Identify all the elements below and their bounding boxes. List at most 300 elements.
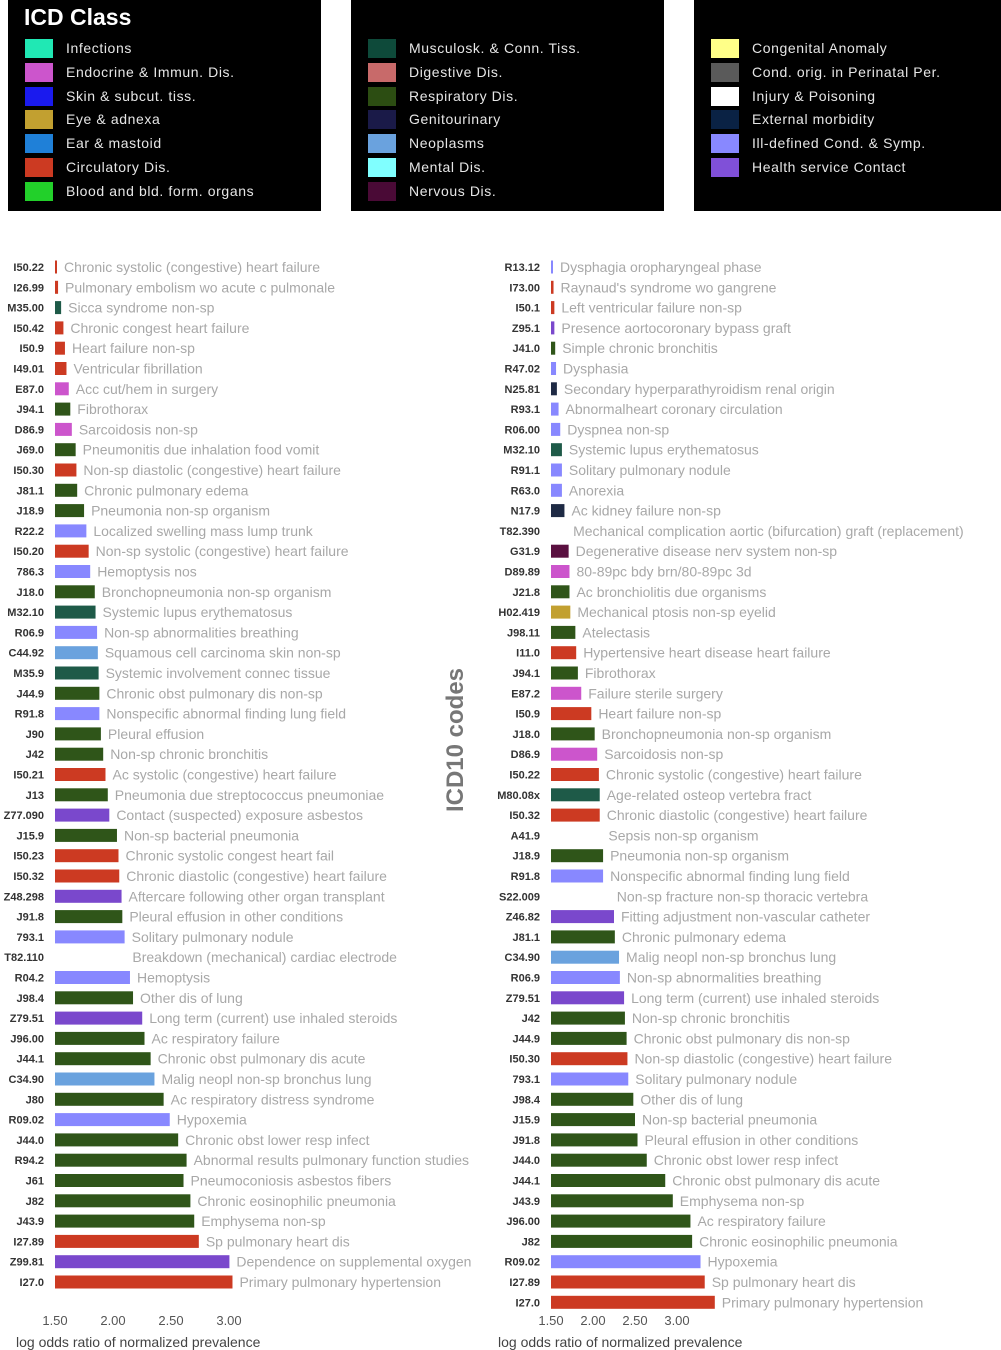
data-label: Pneumonia non-sp organism bbox=[91, 502, 271, 519]
tick-label: C34.90 bbox=[504, 952, 540, 965]
data-label: Dependence on supplemental oxygen bbox=[236, 1253, 472, 1270]
data-label: Long term (current) use inhaled steroids bbox=[631, 989, 880, 1006]
bar bbox=[551, 1296, 715, 1309]
tick-label: J44.0 bbox=[512, 1155, 540, 1168]
tick-label: J18.0 bbox=[16, 586, 44, 599]
bar bbox=[551, 809, 600, 822]
bar bbox=[55, 1133, 178, 1146]
bar bbox=[55, 504, 84, 517]
tick-label: J18.9 bbox=[16, 505, 44, 518]
data-label: Raynaud's syndrome wo gangrene bbox=[560, 279, 777, 296]
bar bbox=[551, 768, 599, 781]
bar bbox=[55, 829, 117, 842]
legend-label: Infections bbox=[66, 40, 132, 56]
data-label: Other dis of lung bbox=[140, 989, 243, 1006]
data-label: Aftercare following other organ transplant bbox=[128, 888, 385, 905]
data-label: Systemic lupus erythematosus bbox=[102, 604, 293, 621]
tick-label: J98.4 bbox=[512, 1094, 540, 1107]
data-label: Left ventricular failure non-sp bbox=[561, 299, 742, 316]
tick-label: M32.10 bbox=[503, 444, 540, 457]
bar bbox=[55, 342, 65, 355]
bar bbox=[551, 301, 554, 314]
x-tick-label: 2.00 bbox=[100, 1313, 126, 1328]
tick-label: R47.02 bbox=[504, 363, 540, 376]
bar bbox=[55, 545, 89, 558]
bar bbox=[55, 809, 109, 822]
tick-label: J94.1 bbox=[16, 404, 44, 417]
data-label: Chronic systolic (congestive) heart failure bbox=[64, 259, 320, 275]
data-label: Chronic obst pulmonary dis non-sp bbox=[633, 1030, 850, 1047]
bar bbox=[551, 1052, 627, 1065]
tick-label: R22.2 bbox=[14, 525, 44, 538]
tick-label: J81.1 bbox=[16, 485, 44, 498]
legend-label: Ill-defined Cond. & Symp. bbox=[752, 135, 926, 152]
tick-label: J82 bbox=[25, 1195, 44, 1208]
tick-label: M35.00 bbox=[7, 302, 44, 315]
bar bbox=[551, 443, 562, 456]
tick-label: J41.0 bbox=[512, 343, 540, 356]
tick-label: J94.1 bbox=[512, 668, 540, 680]
data-label: Fitting adjustment non-vascular catheter bbox=[621, 908, 871, 925]
tick-label: R93.1 bbox=[510, 404, 540, 417]
data-label: Acc cut/hem in surgery bbox=[75, 380, 219, 397]
y-axis-label: ICD10 codes bbox=[442, 667, 469, 813]
data-label: Ac kidney failure non-sp bbox=[571, 502, 721, 519]
tick-label: A41.9 bbox=[510, 830, 540, 843]
data-label: Ventricular fibrillation bbox=[73, 360, 203, 377]
data-label: Sp pulmonary heart dis bbox=[711, 1274, 856, 1290]
tick-label: J18.9 bbox=[512, 850, 540, 863]
tick-label: J43.9 bbox=[512, 1195, 540, 1208]
tick-label: J15.9 bbox=[16, 830, 44, 843]
tick-label: R06.9 bbox=[510, 972, 540, 985]
tick-label: Z77.090 bbox=[3, 810, 44, 823]
legend-label: Circulatory Dis. bbox=[66, 159, 171, 175]
data-label: Abnormalheart coronary circulation bbox=[565, 401, 783, 418]
bar bbox=[551, 890, 610, 903]
data-label: Pneumonia non-sp organism bbox=[610, 847, 790, 864]
data-label: Hypertensive heart disease heart failure bbox=[583, 644, 831, 661]
tick-label: I50.21 bbox=[13, 769, 44, 782]
bar bbox=[551, 1012, 625, 1025]
bar bbox=[551, 930, 615, 943]
bar bbox=[55, 768, 105, 781]
bar bbox=[551, 1194, 673, 1207]
data-label: Bronchopneumonia non-sp organism bbox=[101, 583, 332, 600]
tick-label: D86.9 bbox=[510, 749, 540, 762]
tick-label: R63.0 bbox=[510, 485, 540, 498]
tick-label: R09.02 bbox=[8, 1114, 44, 1127]
tick-label: I50.1 bbox=[515, 302, 540, 315]
data-label: Primary pulmonary hypertension bbox=[239, 1274, 442, 1290]
bar bbox=[551, 788, 600, 801]
data-label: Dysphasia bbox=[563, 360, 629, 377]
tick-label: I50.32 bbox=[509, 810, 540, 823]
data-label: Pleural effusion bbox=[107, 725, 205, 742]
data-label: Sicca syndrome non-sp bbox=[68, 299, 215, 316]
tick-label: J81.1 bbox=[512, 931, 540, 944]
bar bbox=[55, 1255, 229, 1268]
bar bbox=[551, 667, 578, 680]
x-axis-label: log odds ratio of normalized prevalence bbox=[16, 1334, 261, 1350]
data-label: Ac bronchiolitis due organisms bbox=[576, 583, 767, 600]
tick-label: T82.390 bbox=[499, 525, 540, 538]
bar bbox=[55, 1174, 184, 1187]
data-label: Pneumoconiosis asbestos fibers bbox=[190, 1172, 392, 1189]
bar bbox=[55, 362, 66, 375]
data-label: Pneumonitis due inhalation food vomit bbox=[82, 441, 320, 458]
bar bbox=[55, 930, 125, 943]
tick-label: J44.1 bbox=[16, 1053, 44, 1066]
data-label: Ac systolic (congestive) heart failure bbox=[112, 766, 337, 783]
tick-label: I50.9 bbox=[19, 343, 44, 356]
legend-label: Digestive Dis. bbox=[409, 63, 503, 80]
tick-label: N25.81 bbox=[504, 383, 540, 396]
bar bbox=[55, 1154, 187, 1167]
tick-label: I50.30 bbox=[13, 465, 44, 477]
bar bbox=[551, 1235, 692, 1248]
tick-label: Z79.51 bbox=[9, 1013, 44, 1026]
bar bbox=[551, 1133, 638, 1146]
data-label: Sepsis non-sp organism bbox=[608, 827, 759, 844]
bar bbox=[551, 423, 560, 436]
legend-label: Blood and bld. form. organs bbox=[66, 182, 255, 199]
bar bbox=[551, 1276, 705, 1289]
tick-label: Z48.298 bbox=[3, 891, 44, 904]
tick-label: J80 bbox=[25, 1094, 44, 1107]
legend-label: External morbidity bbox=[752, 111, 875, 128]
bar bbox=[551, 971, 620, 984]
tick-label: S22.009 bbox=[499, 891, 540, 904]
tick-label: J42 bbox=[25, 749, 44, 762]
tick-label: C44.92 bbox=[8, 647, 44, 660]
x-tick-label: 1.50 bbox=[42, 1313, 68, 1328]
bar bbox=[55, 870, 119, 883]
bar bbox=[55, 382, 69, 395]
data-label: Pneumonia due streptococcus pneumoniae bbox=[114, 786, 385, 803]
tick-label: I11.0 bbox=[516, 647, 540, 660]
bar bbox=[551, 748, 597, 761]
legend-label: Health service Contact bbox=[752, 159, 907, 175]
bar bbox=[551, 524, 566, 537]
bar bbox=[551, 261, 553, 274]
tick-label: J96.00 bbox=[10, 1033, 44, 1046]
tick-label: I50.9 bbox=[515, 708, 540, 721]
legend-label: Mental Dis. bbox=[409, 159, 486, 175]
bar bbox=[551, 870, 603, 883]
bar bbox=[55, 1276, 232, 1289]
tick-label: J98.4 bbox=[16, 992, 44, 1005]
tick-label: H02.419 bbox=[498, 607, 540, 620]
tick-label: J13 bbox=[25, 789, 44, 802]
bar bbox=[551, 1073, 628, 1086]
legend-title: ICD Class bbox=[24, 4, 132, 30]
legend-label: Ear & mastoid bbox=[66, 135, 162, 152]
data-label: Heart failure non-sp bbox=[598, 705, 722, 722]
tick-label: R91.1 bbox=[510, 465, 540, 477]
bar bbox=[551, 991, 624, 1004]
tick-label: J44.9 bbox=[512, 1033, 540, 1046]
tick-label: I27.0 bbox=[19, 1277, 44, 1289]
tick-label: M80.08x bbox=[497, 789, 540, 802]
bar bbox=[55, 1113, 170, 1126]
legend-label: Neoplasms bbox=[409, 135, 485, 152]
bar bbox=[55, 910, 122, 923]
tick-label: I50.42 bbox=[13, 322, 44, 335]
bar bbox=[55, 667, 99, 680]
data-label: Non-sp chronic bronchitis bbox=[631, 1010, 790, 1027]
tick-label: R06.9 bbox=[14, 627, 44, 640]
data-label: Fibrothorax bbox=[77, 401, 149, 418]
data-label: Contact (suspected) exposure asbestos bbox=[116, 807, 364, 824]
bar bbox=[55, 1012, 142, 1025]
data-label: Anorexia bbox=[568, 482, 625, 499]
bar bbox=[551, 342, 555, 355]
data-label: 80-89pc bdy brn/80-89pc 3d bbox=[576, 563, 752, 580]
data-label: Mechanical ptosis non-sp eyelid bbox=[577, 604, 776, 621]
bar bbox=[55, 1235, 199, 1248]
data-label: Dyspnea non-sp bbox=[567, 421, 670, 438]
bar bbox=[55, 890, 122, 903]
tick-label: J61 bbox=[25, 1175, 44, 1188]
bar bbox=[551, 1255, 701, 1268]
bar bbox=[551, 707, 591, 720]
tick-label: M35.9 bbox=[13, 668, 44, 680]
bar bbox=[55, 443, 76, 456]
data-label: Hemoptysis nos bbox=[97, 563, 197, 580]
data-label: Chronic obst pulmonary dis acute bbox=[157, 1050, 366, 1067]
data-label: Systemic lupus erythematosus bbox=[568, 441, 759, 458]
tick-label: I27.0 bbox=[515, 1297, 540, 1310]
bar bbox=[551, 585, 569, 598]
tick-label: J91.8 bbox=[16, 911, 44, 924]
bar bbox=[551, 687, 581, 700]
bar bbox=[551, 464, 562, 477]
bar bbox=[55, 301, 61, 314]
tick-label: J44.9 bbox=[16, 688, 44, 701]
bar bbox=[55, 524, 86, 537]
tick-label: J91.8 bbox=[512, 1134, 540, 1147]
legend-label: Skin & subcut. tiss. bbox=[66, 87, 197, 104]
data-label: Nonspecific abnormal finding lung field bbox=[610, 868, 850, 884]
data-label: Primary pulmonary hypertension bbox=[721, 1294, 924, 1311]
legend-label: Nervous Dis. bbox=[409, 182, 497, 199]
legend-label: Congenital Anomaly bbox=[752, 40, 888, 56]
data-label: Heart failure non-sp bbox=[71, 340, 195, 357]
data-label: Chronic pulmonary edema bbox=[84, 482, 249, 499]
data-label: Chronic obst lower resp infect bbox=[653, 1152, 839, 1169]
x-tick-label: 1.50 bbox=[538, 1313, 564, 1328]
data-label: Breakdown (mechanical) cardiac electrode bbox=[132, 949, 397, 966]
tick-label: M32.10 bbox=[7, 607, 44, 620]
bar bbox=[551, 1093, 633, 1106]
tick-label: R06.00 bbox=[504, 424, 540, 437]
tick-label: Z95.1 bbox=[511, 322, 540, 335]
tick-label: 793.1 bbox=[512, 1074, 540, 1086]
bar bbox=[55, 464, 76, 477]
bar bbox=[55, 951, 125, 964]
bar bbox=[55, 1194, 190, 1207]
data-label: Age-related osteop vertebra fract bbox=[606, 786, 812, 803]
data-label: Emphysema non-sp bbox=[201, 1213, 326, 1230]
data-label: Hypoxemia bbox=[707, 1253, 778, 1270]
bar bbox=[55, 1215, 194, 1228]
data-label: Chronic systolic (congestive) heart failure bbox=[605, 766, 862, 783]
legend-label: Endocrine & Immun. Dis. bbox=[66, 63, 235, 80]
data-label: Presence aortocoronary bypass graft bbox=[561, 319, 791, 336]
data-label: Non-sp diastolic (congestive) heart failure bbox=[83, 462, 341, 478]
bar bbox=[551, 484, 562, 497]
tick-label: Z79.51 bbox=[505, 992, 540, 1005]
tick-label: Z46.82 bbox=[505, 911, 540, 924]
bar bbox=[55, 1073, 154, 1086]
tick-label: D86.9 bbox=[14, 424, 44, 437]
bar bbox=[55, 788, 108, 801]
data-label: Non-sp chronic bronchitis bbox=[110, 746, 269, 763]
tick-label: R91.8 bbox=[14, 708, 44, 721]
bar bbox=[551, 829, 601, 842]
data-label: Malig neopl non-sp bronchus lung bbox=[161, 1071, 372, 1087]
bar bbox=[551, 1032, 627, 1045]
data-label: Emphysema non-sp bbox=[679, 1192, 805, 1209]
tick-label: C34.90 bbox=[8, 1074, 44, 1086]
bar bbox=[551, 504, 564, 517]
bar bbox=[55, 971, 130, 984]
tick-label: I49.01 bbox=[13, 363, 44, 376]
bar bbox=[55, 606, 96, 619]
tick-label: I50.20 bbox=[13, 546, 44, 559]
data-label: Atelectasis bbox=[582, 624, 651, 641]
data-label: Chronic diastolic (congestive) heart failure bbox=[606, 807, 868, 824]
data-label: Localized swelling mass lump trunk bbox=[93, 522, 313, 539]
bar bbox=[55, 565, 90, 578]
data-label: Chronic obst pulmonary dis acute bbox=[672, 1172, 881, 1189]
bar bbox=[551, 606, 570, 619]
bar bbox=[551, 382, 557, 395]
tick-label: I50.30 bbox=[509, 1053, 540, 1066]
data-label: Chronic pulmonary edema bbox=[621, 928, 787, 945]
bar bbox=[55, 1032, 145, 1045]
legend-label: Injury & Poisoning bbox=[752, 87, 876, 104]
data-label: Degenerative disease nerv system non-sp bbox=[575, 543, 838, 560]
bar bbox=[551, 545, 569, 558]
bar bbox=[55, 403, 70, 416]
x-tick-label: 2.00 bbox=[580, 1313, 606, 1328]
data-label: Bronchopneumonia non-sp organism bbox=[601, 725, 832, 742]
legend-label: Cond. orig. in Perinatal Per. bbox=[752, 63, 941, 80]
legend-label: Musculosk. & Conn. Tiss. bbox=[409, 40, 581, 56]
tick-label: J21.8 bbox=[512, 586, 540, 599]
bar bbox=[551, 565, 569, 578]
data-label: Hypoxemia bbox=[176, 1111, 247, 1128]
data-label: Chronic congest heart failure bbox=[70, 319, 250, 336]
bar bbox=[551, 1113, 635, 1126]
data-label: Pleural effusion in other conditions bbox=[644, 1131, 859, 1148]
tick-label: T82.110 bbox=[4, 952, 44, 965]
tick-label: I27.89 bbox=[13, 1236, 44, 1249]
data-label: Non-sp systolic (congestive) heart failure bbox=[95, 543, 349, 560]
bar bbox=[55, 687, 99, 700]
bar bbox=[551, 951, 619, 964]
data-label: Non-sp abnormalities breathing bbox=[626, 969, 822, 986]
data-label: Abnormal results pulmonary function studies bbox=[193, 1152, 470, 1169]
tick-label: I27.89 bbox=[509, 1277, 540, 1289]
tick-label: Z99.81 bbox=[9, 1256, 44, 1269]
legend-label: Eye & adnexa bbox=[66, 111, 161, 128]
data-label: Failure sterile surgery bbox=[588, 685, 723, 702]
legend-label: Genitourinary bbox=[409, 111, 501, 128]
tick-label: I50.22 bbox=[509, 769, 540, 782]
data-label: Dysphagia oropharyngeal phase bbox=[560, 259, 762, 275]
bar bbox=[55, 626, 97, 639]
tick-label: I50.22 bbox=[13, 262, 44, 274]
data-label: Pulmonary embolism wo acute c pulmonale bbox=[65, 279, 336, 296]
x-tick-label: 2.50 bbox=[158, 1313, 184, 1328]
tick-label: R94.2 bbox=[14, 1155, 44, 1168]
bar bbox=[55, 727, 101, 740]
data-label: Ac respiratory failure bbox=[697, 1213, 826, 1230]
x-tick-label: 2.50 bbox=[622, 1313, 648, 1328]
tick-label: J82 bbox=[521, 1236, 540, 1249]
data-label: Long term (current) use inhaled steroids bbox=[149, 1010, 398, 1027]
bar bbox=[551, 910, 614, 923]
bar bbox=[551, 281, 554, 294]
bar bbox=[551, 626, 575, 639]
bar bbox=[551, 362, 556, 375]
bar bbox=[55, 321, 63, 334]
bar bbox=[55, 748, 103, 761]
tick-label: J44.1 bbox=[512, 1175, 540, 1188]
bar bbox=[55, 484, 77, 497]
data-label: Sarcoidosis non-sp bbox=[604, 746, 724, 763]
data-label: Solitary pulmonary nodule bbox=[131, 928, 294, 945]
data-label: Non-sp fracture non-sp thoracic vertebra bbox=[616, 888, 869, 905]
data-label: Secondary hyperparathyroidism renal origin bbox=[563, 380, 835, 397]
x-tick-label: 3.00 bbox=[664, 1313, 690, 1328]
x-axis-label: log odds ratio of normalized prevalence bbox=[498, 1334, 743, 1350]
tick-label: J44.0 bbox=[16, 1134, 44, 1147]
tick-label: E87.2 bbox=[511, 688, 540, 701]
bar bbox=[551, 403, 559, 416]
tick-label: I26.99 bbox=[13, 282, 44, 295]
tick-label: G31.9 bbox=[510, 546, 540, 559]
tick-label: J98.11 bbox=[506, 627, 540, 640]
bar bbox=[551, 321, 554, 334]
data-label: Chronic obst lower resp infect bbox=[185, 1131, 370, 1148]
tick-label: J18.0 bbox=[512, 728, 540, 741]
data-label: Simple chronic bronchitis bbox=[562, 340, 718, 357]
data-label: Ac respiratory distress syndrome bbox=[170, 1091, 375, 1108]
bar bbox=[551, 1174, 665, 1187]
tick-label: J43.9 bbox=[16, 1216, 44, 1229]
bar bbox=[551, 849, 603, 862]
tick-label: E87.0 bbox=[15, 383, 44, 396]
x-tick-label: 3.00 bbox=[216, 1313, 242, 1328]
data-label: Fibrothorax bbox=[584, 665, 656, 681]
tick-label: J90 bbox=[25, 728, 44, 741]
tick-label: R09.02 bbox=[504, 1256, 540, 1269]
data-label: Pleural effusion in other conditions bbox=[129, 908, 344, 925]
bar bbox=[55, 849, 118, 862]
bar bbox=[55, 1093, 164, 1106]
data-label: Hemoptysis bbox=[136, 969, 211, 986]
data-label: Chronic diastolic (congestive) heart failure bbox=[126, 868, 387, 884]
bar bbox=[55, 1052, 151, 1065]
tick-label: I50.23 bbox=[13, 850, 44, 863]
data-label: Non-sp diastolic (congestive) heart failure bbox=[634, 1050, 893, 1067]
bar bbox=[55, 261, 57, 274]
bar bbox=[55, 423, 72, 436]
